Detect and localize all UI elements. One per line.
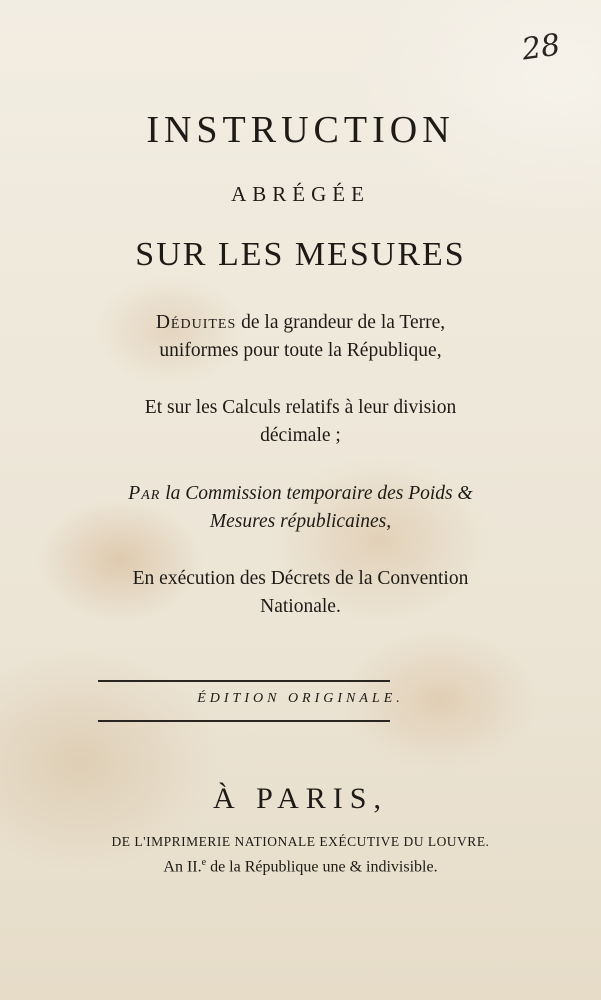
title-line-3: SUR LES MESURES xyxy=(135,236,466,273)
paragraph-1-rest: de la grandeur de la Terre, xyxy=(236,312,446,333)
paragraph-4-line-2: Nationale. xyxy=(260,596,341,617)
subtitle-paragraph-2 xyxy=(30,394,571,450)
edition-rule-bottom xyxy=(98,720,390,722)
paragraph-3-line-1 xyxy=(30,480,571,508)
imprint-printer: DE L'IMPRIMERIE NATIONALE EXÉCUTIVE DU LOUVRE. xyxy=(111,834,490,849)
imprint-year-superscript: e xyxy=(201,857,207,868)
handwritten-annotation: 28 xyxy=(519,27,563,68)
decree-paragraph xyxy=(30,565,571,621)
edition-label: ÉDITION ORIGINALE. xyxy=(197,691,404,706)
imprint-place: À PARIS, xyxy=(213,782,388,815)
paragraph-4-line-1: En exécution des Décrets de la Convention xyxy=(132,568,469,589)
imprint-year xyxy=(0,857,601,876)
imprint-year-prefix: An II. xyxy=(163,858,202,876)
paragraph-3-rest: la Commission temporaire des Poids & xyxy=(160,483,473,504)
title-line-1: INSTRUCTION xyxy=(146,109,455,151)
paragraph-1-lead: Déduites xyxy=(155,312,237,333)
paragraph-3-line-2: Mesures républicaines, xyxy=(209,511,392,532)
subtitle-paragraph-1 xyxy=(30,309,571,365)
paragraph-3-lead: Par xyxy=(128,483,161,504)
title-line-2: ABRÉGÉE xyxy=(231,182,370,206)
authorship-paragraph xyxy=(30,480,571,536)
paragraph-2-line-2: décimale ; xyxy=(260,425,341,446)
imprint-year-suffix: de la République une & indivisible. xyxy=(206,858,438,876)
paragraph-1-line-2: uniformes pour toute la République, xyxy=(159,340,442,361)
paragraph-1-line-1 xyxy=(30,309,571,337)
paragraph-2-line-1: Et sur les Calculs relatifs à leur division xyxy=(144,397,457,418)
edition-rule-top xyxy=(98,680,390,682)
